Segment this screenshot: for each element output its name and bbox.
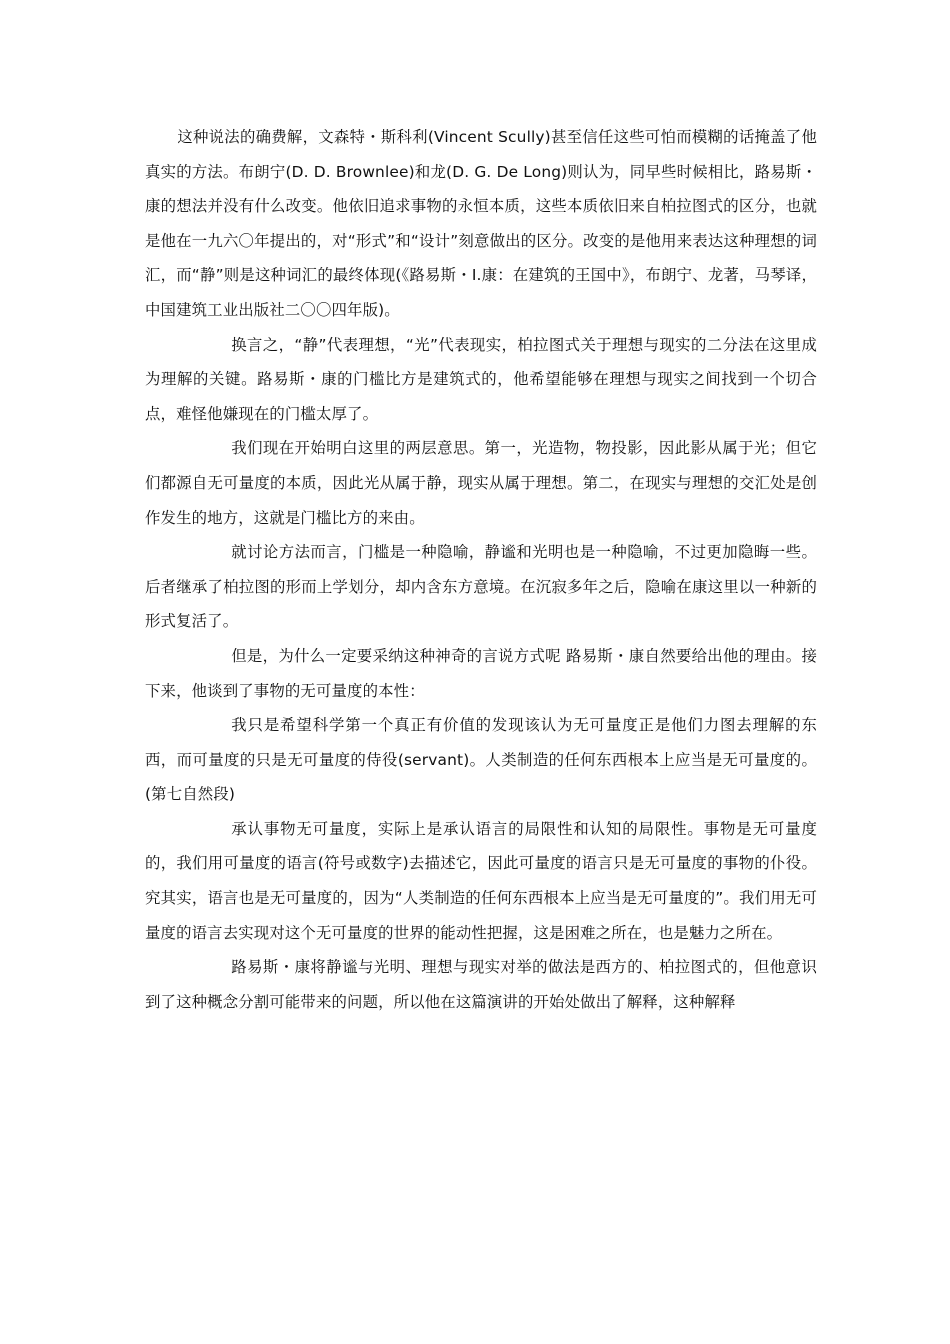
paragraph-6-quote: 我只是希望科学第一个真正有价值的发现该认为无可量度正是他们力图去理解的东西，而可量度的只是无可量度的侍役(servant)。人类制造的任何东西根本上应当是无可量度的。(第七自然段) bbox=[145, 716, 817, 804]
paragraph-1: 这种说法的确费解，文森特・斯科利(Vincent Scully)甚至信任这些可怕而模糊的话掩盖了他真实的方法。布朗宁(D. D. Brownlee)和龙(D. G. De Long)则认为，同早些时候相比，路易斯・康的想法并没有什么改变。他依旧追求事物的永恒本质，这些本质依旧来自柏拉图式的区分，也就是他在一九六〇年提出的，对“形式”和“设计”刻意做出的区分。改变的是他用来表达这种理想的词汇，而“静”则是这种词汇的最终体现(《路易斯・I.康：在建筑的王国中》，布朗宁、龙著，马琴译，中国建筑工业出版社二〇〇四年版)。 bbox=[145, 128, 817, 319]
paragraph-7: 承认事物无可量度，实际上是承认语言的局限性和认知的局限性。事物是无可量度的，我们用可量度的语言(符号或数字)去描述它，因此可量度的语言只是无可量度的事物的仆役。究其实，语言也是无可量度的，因为“人类制造的任何东西根本上应当是无可量度的”。我们用无可量度的语言去实现对这个无可量度的世界的能动性把握，这是困难之所在，也是魅力之所在。 bbox=[145, 819, 817, 942]
paragraph-2: 换言之，“静”代表理想，“光”代表现实，柏拉图式关于理想与现实的二分法在这里成为理解的关键。路易斯・康的门槛比方是建筑式的，他希望能够在理想与现实之间找到一个切合点，难怪他嫌现在的门槛太厚了。 bbox=[145, 335, 817, 423]
paragraph-5: 但是，为什么一定要采纳这种神奇的言说方式呢 路易斯・康自然要给出他的理由。接下来，他谈到了事物的无可量度的本性： bbox=[145, 646, 817, 700]
body-text bbox=[145, 120, 817, 1019]
paragraph-4: 就讨论方法而言，门槛是一种隐喻，静谧和光明也是一种隐喻，不过更加隐晦一些。后者继承了柏拉图的形而上学划分，却内含东方意境。在沉寂多年之后，隐喻在康这里以一种新的形式复活了。 bbox=[145, 543, 817, 631]
paragraph-3: 我们现在开始明白这里的两层意思。第一，光造物，物投影，因此影从属于光；但它们都源自无可量度的本质，因此光从属于静，现实从属于理想。第二，在现实与理想的交汇处是创作发生的地方，这就是门槛比方的来由。 bbox=[145, 439, 817, 527]
paragraph-8: 路易斯・康将静谧与光明、理想与现实对举的做法是西方的、柏拉图式的，但他意识到了这种概念分割可能带来的问题，所以他在这篇演讲的开始处做出了解释，这种解释 bbox=[145, 958, 817, 1011]
